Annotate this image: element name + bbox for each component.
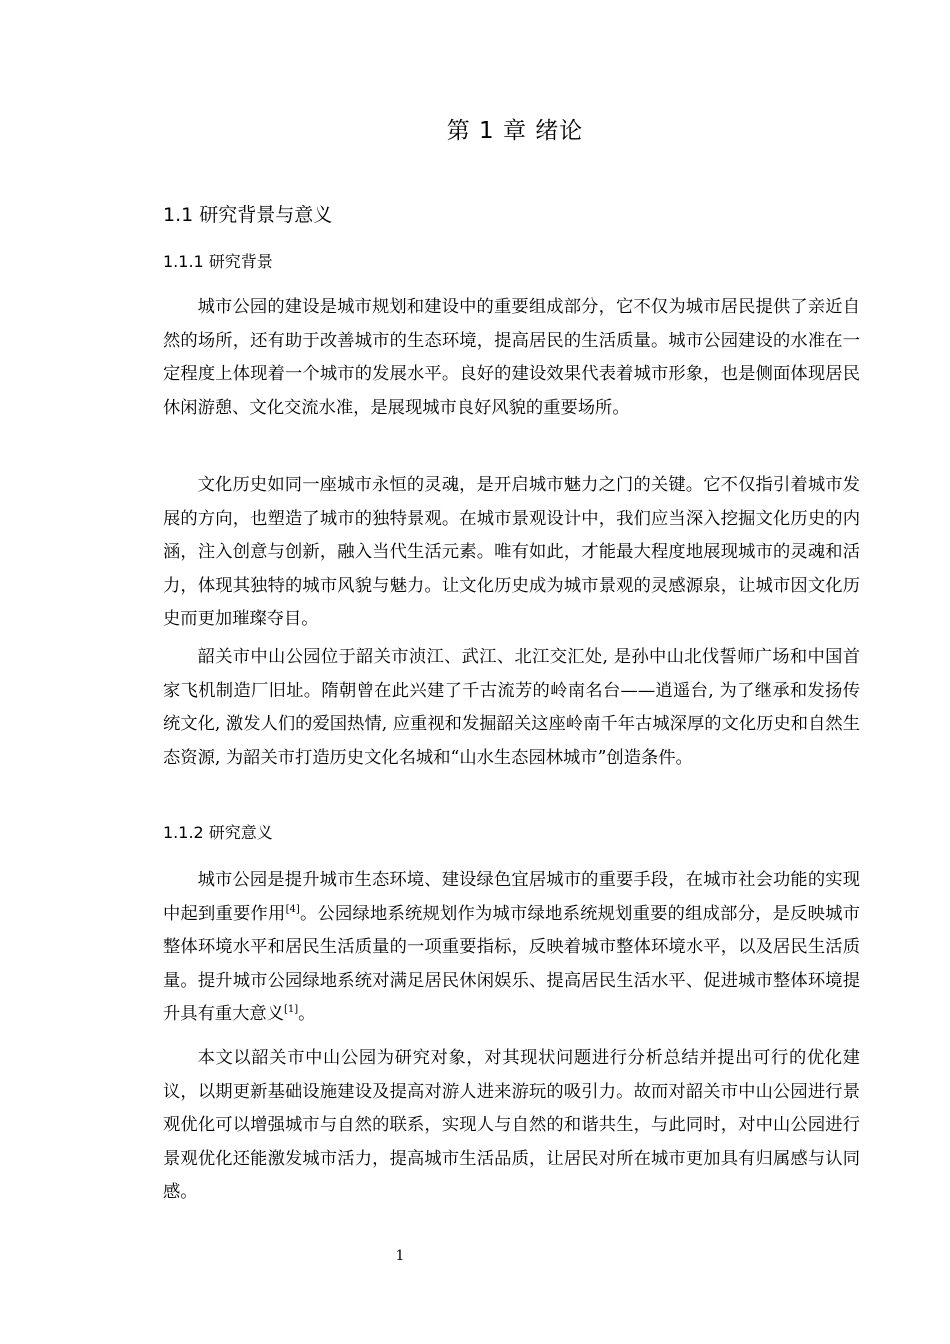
paragraph-significance-2: 本文以韶关市中山公园为研究对象，对其现状问题进行分析总结并提出可行的优化建议，以期更新基础设施建设及提高对游人进来游玩的吸引力。故而对韶关市中山公园进行景观优化可以增强城市与自然的联系，实现人与自然的和谐共生，与此同时，对中山公园进行景观优化还能激发城市活力，提高城市生活品质，让居民对所在城市更加具有归属感与认同感。	[163, 1048, 860, 1202]
paragraph-background-2: 文化历史如同一座城市永恒的灵魂，是开启城市魅力之门的关键。它不仅指引着城市发展的方向，也塑造了城市的独特景观。在城市景观设计中，我们应当深入挖掘文化历史的内涵，注入创意与创新，融入当代生活元素。唯有如此，才能最大程度地展现城市的灵魂和活力，体现其独特的城市风貌与魅力。让文化历史成为城市景观的灵感源泉，让城市因文化历史而更加璀璨夺目。	[163, 475, 860, 629]
subsection-heading-significance: 1.1.2 研究意义	[163, 823, 273, 842]
paragraph-text-segment: 。	[298, 1004, 316, 1024]
paragraph-significance-1	[163, 864, 860, 1032]
section-heading: 1.1 研究背景与意义	[163, 204, 333, 226]
paragraph-text-segment: 。公园绿地系统规划作为城市绿地系统规划重要的组成部分，是反映城市整体环境水平和居民生活质量的一项重要指标，反映着城市整体环境水平，以及居民生活质量。提升城市公园绿地系统对满足居民休闲娱乐、提高居民生活水平、促进城市整体环境提升具有重大意义	[163, 903, 860, 1024]
citation-ref: [4]	[285, 903, 300, 915]
page-number: 1	[395, 1248, 405, 1264]
chapter-title: 第 1 章 绪论	[446, 118, 584, 144]
paragraph-background-3: 韶关市中山公园位于韶关市浈江、武江、北江交汇处, 是孙中山北伐誓师广场和中国首家飞机制造厂旧址。隋朝曾在此兴建了千古流芳的岭南名台——逍遥台, 为了继承和发扬传统文化, 激发人们的爱国热情, 应重视和发掘韶关这座岭南千年古城深厚的文化历史和自然生态资源, 为韶关市打造历史文化名城和“山水生态园林城市”创造条件。	[163, 647, 860, 768]
subsection-heading-background: 1.1.1 研究背景	[163, 252, 273, 271]
paragraph-background-1: 城市公园的建设是城市规划和建设中的重要组成部分，它不仅为城市居民提供了亲近自然的场所，还有助于改善城市的生态环境，提高居民的生活质量。城市公园建设的水准在一定程度上体现着一个城市的发展水平。良好的建设效果代表着城市形象，也是侧面体现居民休闲游憩、文化交流水准，是展现城市良好风貌的重要场所。	[163, 297, 860, 418]
citation-ref: [1]	[283, 1004, 299, 1016]
paragraph-text-segment: 城市公园是提升城市生态环境、建设绿色宜居城市的重要手段，在城市社会功能的实现中起到重要作用	[163, 870, 860, 924]
